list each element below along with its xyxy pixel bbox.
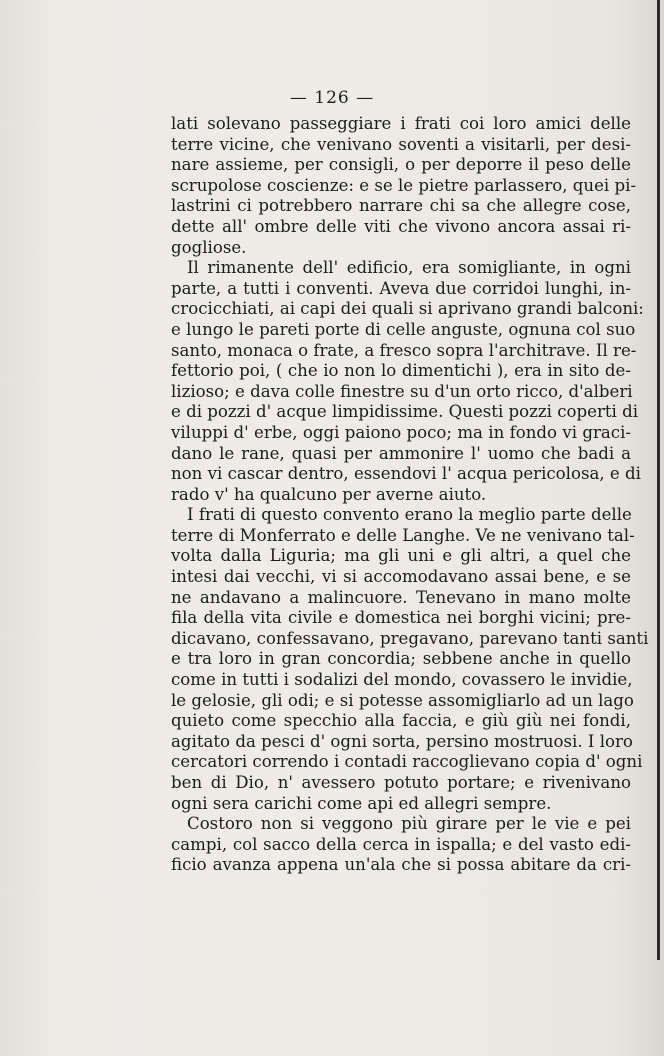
text-line: lizioso; e dava colle finestre su d'un orto ricco, d'alberi xyxy=(171,381,633,401)
text-line: ogni sera carichi come api ed allegri sempre. xyxy=(171,793,552,813)
text-line: intesi dai vecchi, vi si accomodavano assai bene, e se xyxy=(171,567,631,587)
text-line: ficio avanza appena un'ala che si possa abitare da cri- xyxy=(171,855,631,875)
text-line: gogliose. xyxy=(171,237,247,257)
text-line: I frati di questo convento erano la meglio parte delle xyxy=(187,505,632,525)
text-line: ben di Dio, n' avessero potuto portare; e rivenivano xyxy=(171,773,631,792)
text-line: dette all' ombre delle viti che vivono ancora assai ri- xyxy=(171,216,631,236)
page-edge-shadow xyxy=(657,0,660,960)
text-line: e di pozzi d' acque limpidissime. Questi pozzi coperti di xyxy=(171,402,639,422)
text-line: nare assieme, per consigli, o per deporre il peso delle xyxy=(171,155,631,175)
text-line: terre di Monferrato e delle Langhe. Ve ne venivano tal- xyxy=(171,525,635,545)
text-line: dano le rane, quasi per ammonire l' uomo che badi a xyxy=(171,443,631,463)
text-line: Il rimanente dell' edificio, era somigliante, in ogni xyxy=(187,258,631,278)
text-line: non vi cascar dentro, essendovi l' acqua pericolosa, e di xyxy=(171,464,641,484)
text-line: ne andavano a malincuore. Tenevano in mano molte xyxy=(171,587,631,607)
text-line: le gelosie, gli odi; e si potesse assomigliarlo ad un lago xyxy=(171,690,634,710)
text-line: come in tutti i sodalizi del mondo, covassero le invidie, xyxy=(171,670,633,690)
text-line: campi, col sacco della cerca in ispalla; e del vasto edi- xyxy=(171,834,631,854)
text-line: lastrini ci potrebbero narrare chi sa che allegre cose, xyxy=(171,196,631,216)
text-line: fettorio poi, ( che io non lo dimentichi ), era in sito de- xyxy=(171,361,631,381)
text-line: scrupolose coscienze: e se le pietre parlassero, quei pi- xyxy=(171,175,637,195)
text-line: crocicchiati, ai capi dei quali si aprivano grandi balconi: xyxy=(171,299,644,319)
text-line: fila della vita civile e domestica nei borghi vicini; pre- xyxy=(171,608,631,628)
text-line: volta dalla Liguria; ma gli uni e gli altri, a quel che xyxy=(171,546,631,566)
text-line: santo, monaca o frate, a fresco sopra l'architrave. Il re- xyxy=(171,340,637,360)
text-line: rado v' ha qualcuno per averne aiuto. xyxy=(171,484,487,504)
text-line: viluppi d' erbe, oggi paiono poco; ma in fondo vi graci- xyxy=(171,422,631,442)
text-line: e lungo le pareti porte di celle anguste, ognuna col suo xyxy=(171,319,636,339)
text-line: cercatori correndo i contadi raccoglievano copia d' ogni xyxy=(171,752,643,772)
text-line: agitato da pesci d' ogni sorta, persino mostruosi. I loro xyxy=(171,731,633,751)
body-text xyxy=(171,114,649,876)
text-line: parte, a tutti i conventi. Aveva due corridoi lunghi, in- xyxy=(171,278,631,298)
page-number: — 126 — xyxy=(289,88,375,108)
text-line: e tra loro in gran concordia; sebbene anche in quello xyxy=(171,649,631,669)
text-line: Costoro non si veggono più girare per le vie e pei xyxy=(187,814,631,834)
text-line: lati solevano passeggiare i frati coi loro amici delle xyxy=(171,114,631,133)
text-line: terre vicine, che venivano soventi a visitarli, per desi- xyxy=(171,134,631,154)
text-line: quieto come specchio alla faccia, e giù giù nei fondi, xyxy=(171,711,631,731)
text-line: dicavano, confessavano, pregavano, parevano tanti santi xyxy=(171,628,649,648)
